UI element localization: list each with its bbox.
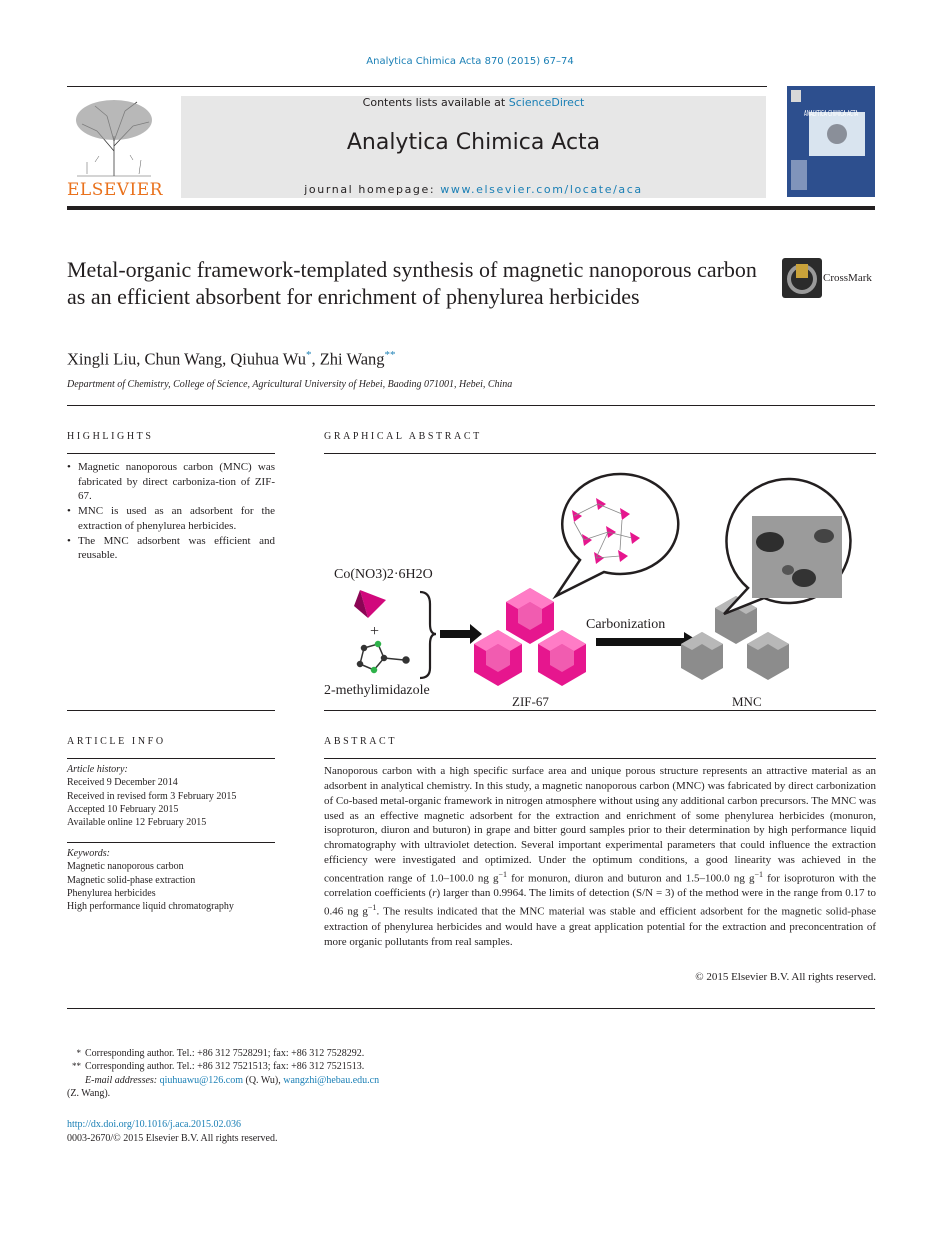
abstract-text: Nanoporous carbon with a high specific surface area and unique porous structure represents an attractive material as an adsorbent in analytical chemistry. In this study, a magnetic nanoporous carbon (MNC) was fabricated by direct carbonization of Co-based metal-organic framework in nitrogen atmosphere without using any additional carbon precursors. The MNC was used as an effective magnetic adsorbent for the extraction and enrichment of some phenylurea herbicides (monuron, isoproturon, diuron and buturon) in grape and bitter gourd samples prior to their determination by high performance liquid chromatography with ultraviolet detection. Several important experimental parameters that could influence the extraction efficiency were investigated and optimized. Under the optimum conditions, a good linearity was achieved in the concentration range of 1.0–100.0 ng g: [324, 765, 876, 885]
homepage-prefix: journal homepage:: [304, 183, 441, 196]
framework-bubble: [556, 474, 678, 596]
article-info-heading: ARTICLE INFO: [67, 736, 166, 747]
crossmark-icon: [782, 258, 822, 298]
r-symbol: r: [432, 887, 437, 900]
highlights-list: [67, 460, 275, 563]
article-history: [67, 763, 277, 829]
homepage-link[interactable]: www.elsevier.com/locate/aca: [440, 183, 643, 196]
cover-title: ANALYTICA CHIMICA ACTA: [804, 109, 859, 118]
tetrahedron-icon: [354, 590, 386, 618]
carbonization-label: Carbonization: [586, 617, 666, 632]
author-list: Xingli Liu, Chun Wang, Qiuhua Wu*, Zhi Wang**: [67, 349, 396, 369]
footnote-1: [67, 1047, 767, 1060]
header-rule: [67, 86, 767, 87]
abstract-text: for isoproturon with the correlation coefficients (: [324, 872, 876, 900]
tem-bubble: [724, 479, 850, 614]
contents-prefix: Contents lists available at: [362, 96, 509, 109]
sciencedirect-link[interactable]: ScienceDirect: [508, 96, 585, 109]
keywords-rule: [67, 842, 275, 843]
abstract-bottom-rule: [67, 1008, 875, 1009]
affiliation: Department of Chemistry, College of Science, Agricultural University of Hebei, Baoding 071001, Hebei, China: [67, 379, 513, 390]
author-name[interactable]: Qiuhua Wu: [230, 349, 306, 369]
abstract-text: . The results indicated that the MNC material was stable and efficient adsorbent for the magnetic solid-phase extraction of phenylurea herbicides and would have a great application potential for the extraction and preconcentration of more organic pollutants from real samples.: [324, 905, 876, 948]
footnote-emails: [67, 1074, 767, 1087]
abstract-text: ) larger than 0.9964. The limits of detection (S/N = 3) of the method were in the range from 0.17 to 0.46 ng g: [324, 887, 877, 918]
plus-sign: +: [370, 623, 380, 640]
history-item: Available online 12 February 2015: [67, 817, 207, 829]
footnote-2: [67, 1060, 767, 1073]
journal-title: Analytica Chimica Acta: [346, 130, 601, 155]
email-link[interactable]: qiuhuawu@126.com: [159, 1074, 243, 1086]
highlights-bottom-rule: [67, 710, 275, 711]
abstract-copyright: © 2015 Elsevier B.V. All rights reserved.: [695, 971, 876, 983]
crossmark-label: CrossMark: [823, 272, 872, 284]
contents-line: [181, 96, 766, 109]
footnote-text: Corresponding author. Tel.: +86 312 7528291; fax: +86 312 7528292.: [85, 1048, 365, 1059]
footnote-mark: *: [76, 1048, 81, 1058]
author-name[interactable]: Xingli Liu: [67, 349, 137, 369]
email-label: E-mail addresses:: [85, 1074, 158, 1086]
zif67-label: ZIF-67: [512, 694, 549, 709]
history-heading: Article history:: [67, 764, 128, 775]
highlights-rule: [67, 453, 275, 454]
unit-exponent: −1: [367, 903, 377, 913]
highlight-item: • Magnetic nanoporous carbon (MNC) was fabricated by direct carboniza-tion of ZIF-67.: [67, 460, 275, 504]
issn-line: 0003-2670/© 2015 Elsevier B.V. All rights reserved.: [67, 1132, 278, 1144]
email-owner: (Q. Wu),: [243, 1074, 284, 1086]
highlight-item: • MNC is used as an adsorbent for the extraction of phenylurea herbicides.: [67, 504, 275, 533]
precursor-label: Co(NO3)2·6H2O: [334, 567, 433, 582]
doi-block: [67, 1118, 567, 1145]
highlight-item: • The MNC adsorbent was efficient and reusable.: [67, 534, 275, 563]
article-info-rule: [67, 758, 275, 759]
footnote-mark: **: [72, 1061, 81, 1072]
brace: [420, 592, 436, 678]
email-owner: (Z. Wang).: [67, 1087, 111, 1099]
elsevier-wordmark[interactable]: ELSEVIER: [67, 180, 163, 200]
history-item: Received in revised form 3 February 2015: [67, 790, 237, 802]
journal-homepage: [181, 183, 766, 196]
graphical-abstract-bottom-rule: [324, 710, 876, 711]
zif67-crystals: [474, 588, 586, 686]
keywords: [67, 847, 277, 913]
doi-link[interactable]: http://dx.doi.org/10.1016/j.aca.2015.02.036: [67, 1119, 241, 1130]
abstract-body: [324, 764, 876, 949]
abstract-heading: ABSTRACT: [324, 736, 398, 747]
imidazole-icon: [358, 642, 410, 673]
highlights-heading: HIGHLIGHTS: [67, 431, 154, 442]
author-name[interactable]: Zhi Wang: [319, 349, 385, 369]
mnc-label: MNC: [732, 694, 762, 709]
journal-cover-image[interactable]: [787, 86, 875, 197]
email-link[interactable]: wangzhi@hebau.edu.cn: [283, 1074, 380, 1086]
abstract-text: for monuron, diuron and buturon and 1.5–100.0 ng g: [507, 872, 755, 885]
unit-exponent: −1: [754, 869, 764, 879]
history-item: Accepted 10 February 2015: [67, 803, 179, 815]
linker-label: 2-methylimidazole: [324, 683, 430, 698]
corresponding-mark[interactable]: **: [384, 349, 396, 361]
author-name[interactable]: Chun Wang: [144, 349, 223, 369]
graphical-abstract-heading: GRAPHICAL ABSTRACT: [324, 431, 482, 442]
corresponding-mark[interactable]: *: [305, 349, 312, 361]
crossmark-badge[interactable]: [782, 258, 878, 298]
abstract-rule: [324, 758, 876, 759]
article-title: Metal-organic framework-templated synthesis of magnetic nanoporous carbon as an efficient absorbent for enrichment of phenylurea herbicides: [67, 257, 757, 309]
graphical-abstract-figure: [324, 468, 876, 708]
unit-exponent: −1: [498, 869, 508, 879]
history-item: Received 9 December 2014: [67, 777, 178, 789]
journal-reference[interactable]: Analytica Chimica Acta 870 (2015) 67–74: [366, 56, 574, 67]
keyword-item: High performance liquid chromatography: [67, 901, 234, 913]
keyword-item: Magnetic solid-phase extraction: [67, 874, 196, 886]
title-rule: [67, 405, 875, 406]
header-thick-rule: [67, 206, 875, 210]
keywords-heading: Keywords:: [67, 848, 110, 859]
keyword-item: Phenylurea herbicides: [67, 887, 156, 899]
footnotes: [67, 1047, 767, 1100]
graphical-abstract-rule: [324, 453, 876, 454]
footnote-text: Corresponding author. Tel.: +86 312 7521513; fax: +86 312 7521513.: [85, 1061, 365, 1073]
keyword-item: Magnetic nanoporous carbon: [67, 861, 184, 873]
reaction-arrow: [440, 624, 482, 644]
